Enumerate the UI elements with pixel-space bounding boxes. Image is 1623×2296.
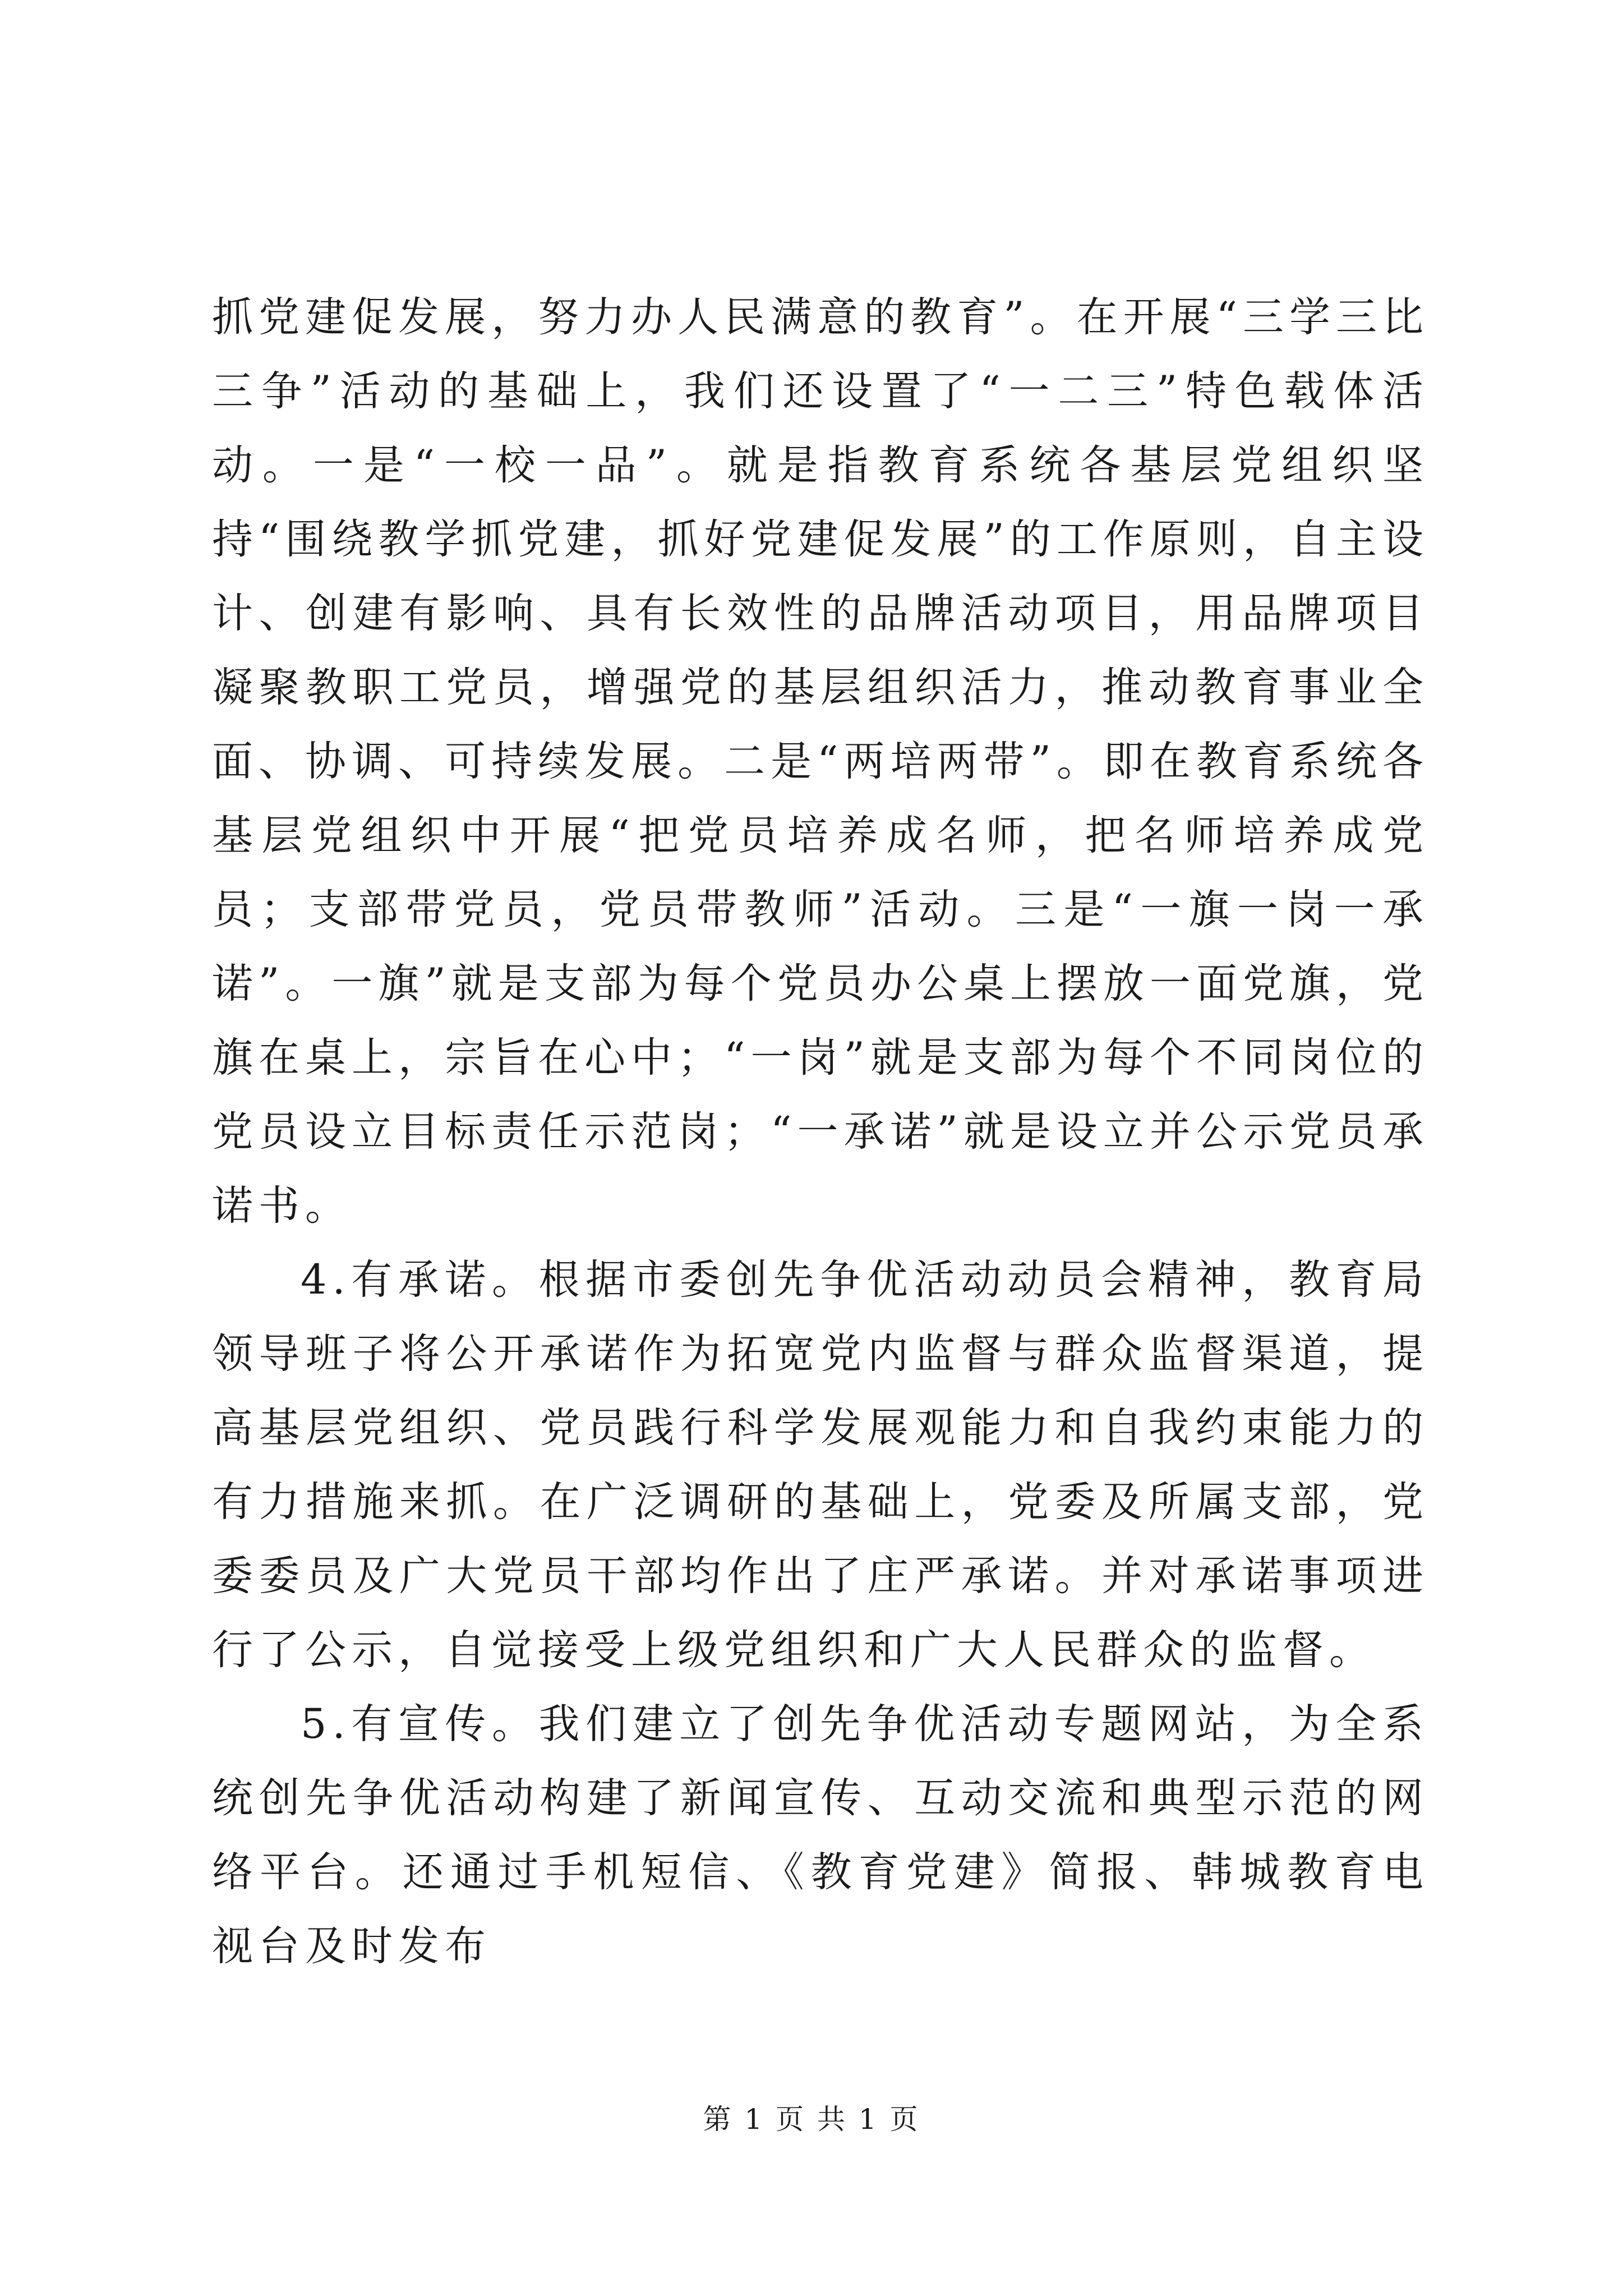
document-body	[212, 280, 1429, 1984]
paragraph-commitment: 4.有承诺。根据市委创先争优活动动员会精神，教育局领导班子将公开承诺作为拓宽党内监督与群众监督渠道，提高基层党组织、党员践行科学发展观能力和自我约束能力的有力措施来抓。在广泛调研的基础上，党委及所属支部，党委委员及广大党员干部均作出了庄严承诺。并对承诺事项进行了公示，自觉接受上级党组织和广大人民群众的监督。	[212, 1256, 1429, 1674]
paragraph-publicity: 5.有宣传。我们建立了创先争优活动专题网站，为全系统创先争优活动构建了新闻宣传、互动交流和典型示范的网络平台。还通过手机短信、《教育党建》简报、韩城教育电视台及时发布	[212, 1700, 1429, 1970]
page-footer: 第 1 页 共 1 页	[703, 2103, 920, 2136]
paragraph-activities: 抓党建促发展，努力办人民满意的教育”。在开展“三学三比三争”活动的基础上，我们还设置了“一二三”特色载体活动。一是“一校一品”。就是指教育系统各基层党组织坚持“围绕教学抓党建，抓好党建促发展”的工作原则，自主设计、创建有影响、具有长效性的品牌活动项目，用品牌项目凝聚教职工党员，增强党的基层组织活力，推动教育事业全面、协调、可持续发展。二是“两培两带”。即在教育系统各基层党组织中开展“把党员培养成名师，把名师培养成党员；支部带党员，党员带教师”活动。三是“一旗一岗一承诺”。一旗”就是支部为每个党员办公桌上摆放一面党旗，党旗在桌上，宗旨在心中；“一岗”就是支部为每个不同岗位的党员设立目标责任示范岗；“一承诺”就是设立并公示党员承诺书。	[212, 293, 1429, 1230]
